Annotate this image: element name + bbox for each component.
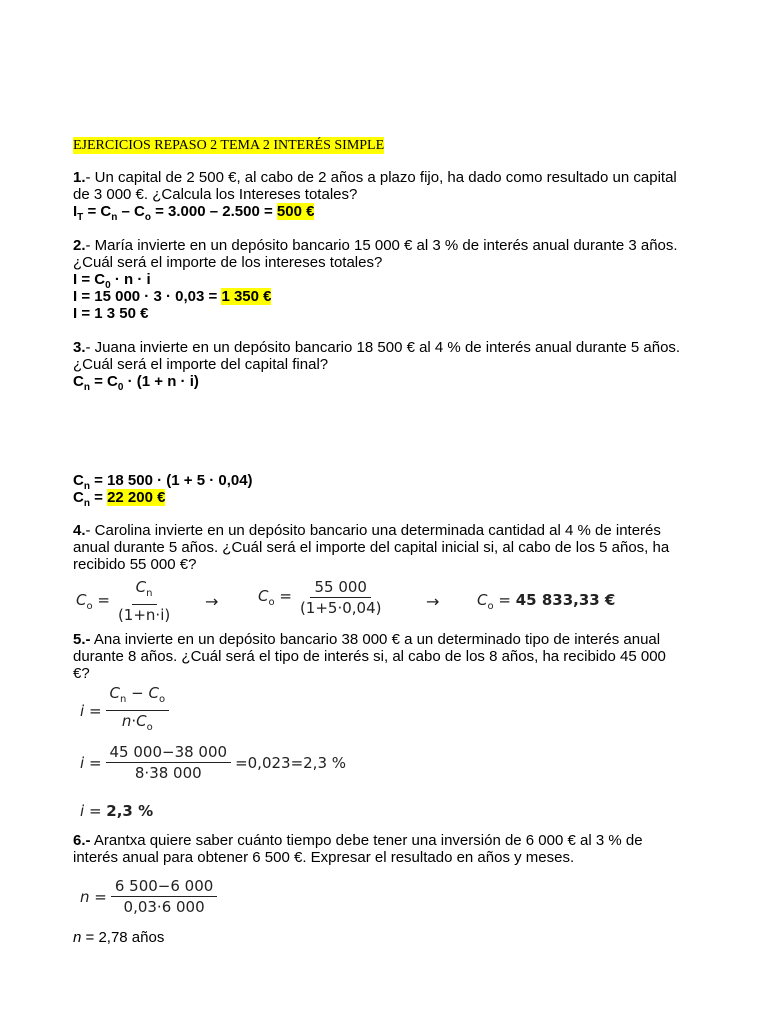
exercise-2-answer: 1 350 € <box>221 288 272 305</box>
exercise-4-formula-substituted-numerator: 55 000 <box>310 578 371 598</box>
exercise-3-formula-1: $C_n = C_0 \cdot (1 + n \cdot i)$ <box>73 373 199 393</box>
exercise-4-formula-substituted: $C_o$ = $\frac{55 000}{(1+5\cdot 0,04)}$ <box>258 578 385 617</box>
exercise-6-result-value: = 2,78 años <box>81 929 165 946</box>
exercise-6-statement-line-2: interés anual para obtener 6 500 €. Expresar el resultado en años y meses. <box>73 849 575 866</box>
exercise-3-statement-line-1 <box>73 339 680 356</box>
exercise-4-arrow-1: → <box>205 592 219 611</box>
exercise-3-formula-2: $C_n = 18$ 500 · (1 + 5 · 0,04) <box>73 472 253 492</box>
exercise-4-statement-line-2: anual durante 5 años. ¿Cuál será el importe del capital inicial si, al cabo de los 5 años, ha <box>73 539 670 556</box>
exercise-2-statement-line-1 <box>73 237 678 254</box>
document-title: EJERCICIOS REPASO 2 TEMA 2 INTERÉS SIMPLE <box>73 138 385 153</box>
exercise-3-answer: 22 200 € <box>107 489 166 506</box>
exercise-3-statement-line-2: ¿Cuál será el importe del capital final? <box>73 356 329 373</box>
exercise-1-formula: $I_T = C_n - C_o = 3.000 - 2.500 = 500$ € <box>73 203 315 223</box>
exercise-4-result: $C_o = 45$ 833,33 € <box>477 591 616 612</box>
exercise-2-formula-2-text: I = 15 000 · 3 · 0,03 = <box>73 288 222 305</box>
exercise-5-formula-substituted: i = $\frac{45 000-38 000}{8\cdot 38 000}$ =0,023=2,3 % <box>80 743 347 782</box>
exercise-5-result: i = 2,3 % <box>80 802 154 820</box>
exercise-1-statement-line-2: de 3 000 €. ¿Calcula los Intereses totales? <box>73 186 358 203</box>
exercise-4-number: 4. <box>73 522 86 539</box>
exercise-6-result: n = 2,78 años <box>73 929 165 946</box>
exercise-2-formula-1: $I = C_0 \cdot n \cdot i$ <box>73 271 151 291</box>
exercise-3-number: 3. <box>73 339 86 356</box>
exercise-3-text-1: - Juana invierte en un depósito bancario 18 500 € al 4 % de interés anual durante 5 años. <box>85 339 681 356</box>
exercise-5-formula-substituted-numerator: 45 000−38 000 <box>106 743 232 763</box>
exercise-5-statement-line-1 <box>73 631 660 648</box>
exercise-5-statement-line-2: durante 8 años. ¿Cuál será el tipo de interés si, al cabo de los 8 años, ha recibido 45 000 <box>73 648 666 665</box>
exercise-6-text-1: Arantxa quiere saber cuánto tiempo debe tener una inversión de 6 000 € al 3 % de <box>90 832 643 849</box>
exercise-2-formula-2 <box>73 288 271 305</box>
exercise-2-number: 2. <box>73 237 86 254</box>
exercise-2-text-1: - María invierte en un depósito bancario 15 000 € al 3 % de interés anual durante 3 años. <box>85 237 678 254</box>
exercise-5-result-value: 2,3 % <box>106 802 154 820</box>
exercise-4-formula-substituted-denominator: (1+5·0,04) <box>299 599 382 617</box>
exercise-5-text-1: Ana invierte en un depósito bancario 38 000 € a un determinado tipo de interés anual <box>90 631 661 648</box>
exercise-2-statement-line-2: ¿Cuál será el importe de los intereses totales? <box>73 254 383 271</box>
exercise-5-formula-substituted-denominator: 8·38 000 <box>134 764 202 782</box>
exercise-4-statement-line-3: recibido 55 000 €? <box>73 556 197 573</box>
exercise-5-number: 5.- <box>73 631 91 648</box>
exercise-5-statement-line-3: €? <box>73 665 90 682</box>
exercise-4-statement-line-1 <box>73 522 661 539</box>
exercise-4-arrow-2: → <box>426 592 440 611</box>
exercise-4-formula-general: $C_o$ = $\frac{C_n}{(1+n\cdot i)}$ <box>76 578 174 624</box>
exercise-5-formula-substituted-result: =0,023=2,3 % <box>235 753 347 772</box>
exercise-1-answer: 500 € <box>276 203 315 220</box>
exercise-6-formula-denominator: 0,03·6 000 <box>123 898 205 916</box>
exercise-1-text-1: - Un capital de 2 500 €, al cabo de 2 años a plazo fijo, ha dado como resultado un capital <box>85 169 677 186</box>
exercise-3-formula-3: $C_n = 22$ 200 € <box>73 489 166 509</box>
exercise-6-formula-numerator: 6 500−6 000 <box>111 877 217 897</box>
exercise-6-statement-line-1 <box>73 832 643 849</box>
exercise-4-result-value: 45 833,33 € <box>515 591 616 609</box>
exercise-1-statement-line-1 <box>73 169 677 186</box>
exercise-5-formula-general: i = $\frac{C_n - C_o}{n\cdot C_o}$ <box>80 684 169 737</box>
exercise-1-number: 1. <box>73 169 86 186</box>
exercise-4-formula-general-denominator: (1+n·i) <box>117 606 171 624</box>
exercise-4-text-1: - Carolina invierte en un depósito bancario una determinada cantidad al 4 % de interés <box>85 522 661 539</box>
exercise-2-formula-3: I = 1 3 50 € <box>73 305 149 322</box>
exercise-6-formula: n = $\frac{6 500-6 000}{0,03\cdot 6 000}$ <box>80 877 217 916</box>
exercise-6-number: 6.- <box>73 832 91 849</box>
